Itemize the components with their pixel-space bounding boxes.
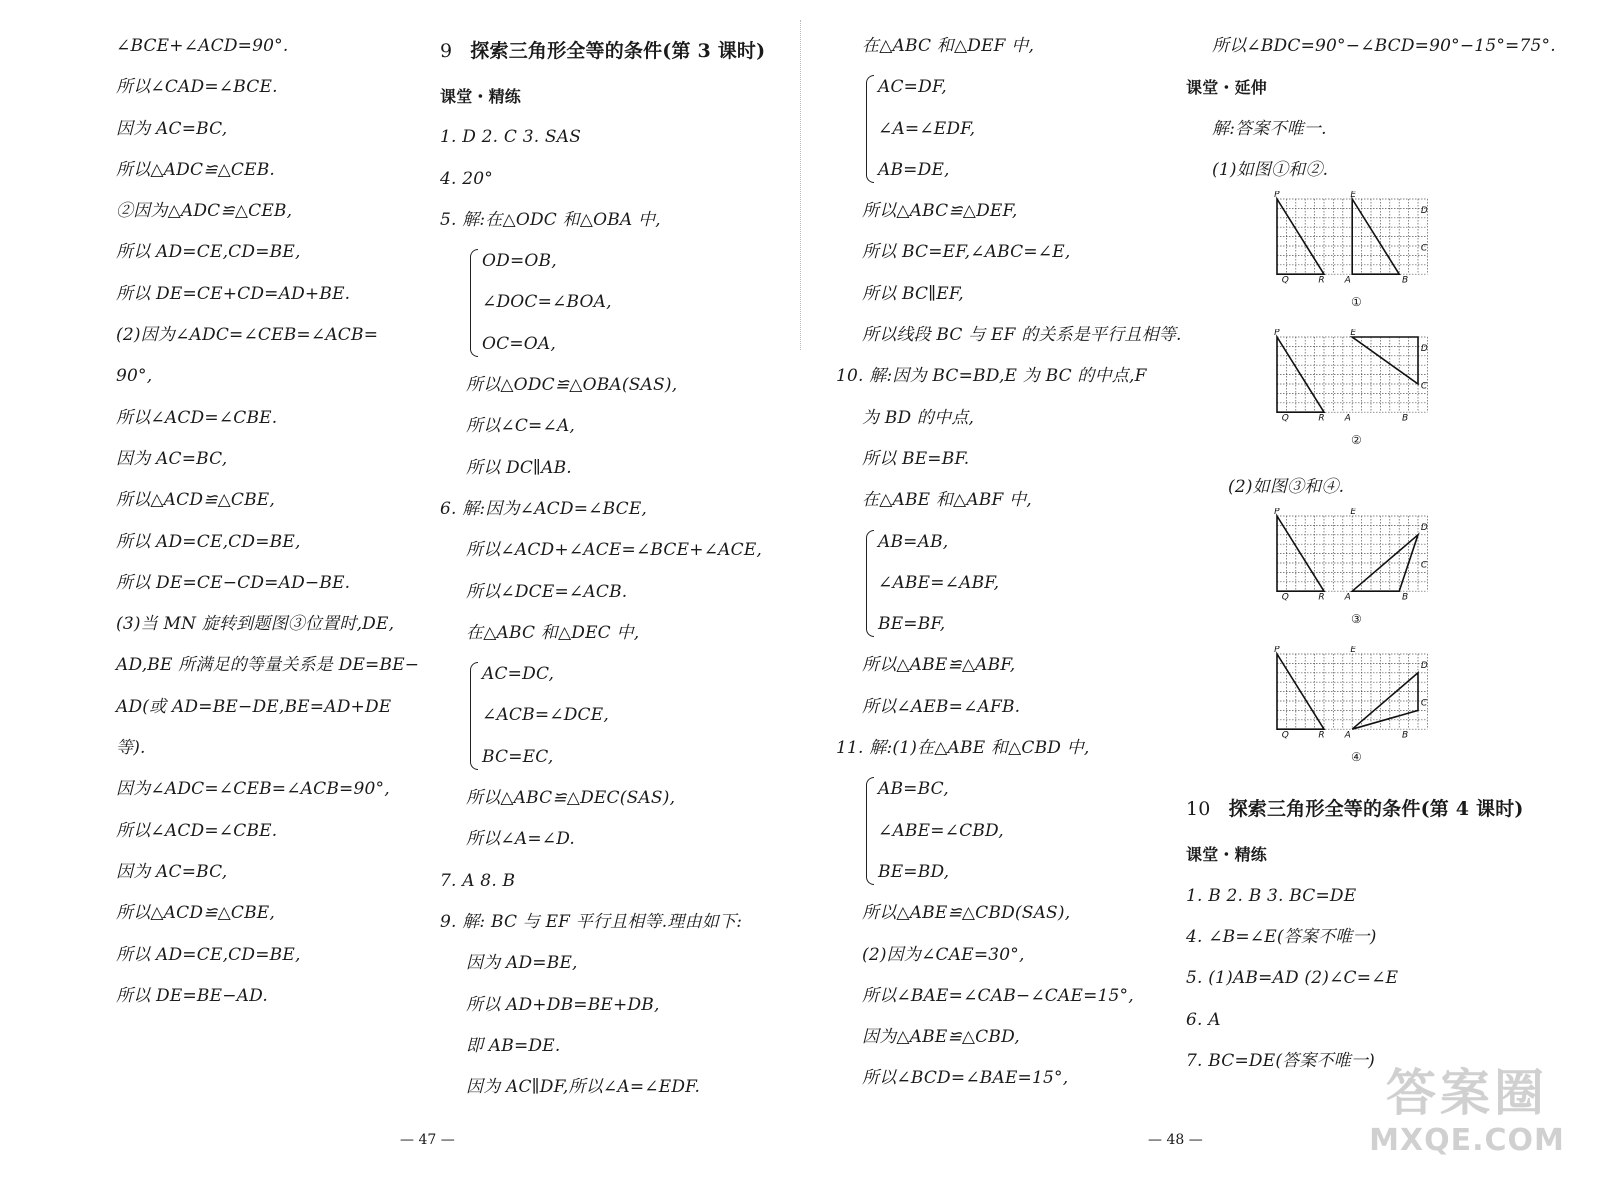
text-line: 为 BD 的中点, [862, 407, 975, 428]
point-label: P [1274, 329, 1280, 339]
text-line: 6. 解:因为∠ACD=∠BCE, [440, 498, 648, 519]
text-line: 所以 BE=BF. [862, 448, 970, 469]
text-line: 即 AB=DE. [466, 1035, 561, 1056]
text-line: ∠ABE=∠ABF, [878, 572, 1000, 593]
text-line: 所以∠A=∠D. [466, 829, 576, 850]
point-label: A [1344, 275, 1352, 286]
text-line: AD(或 AD=BE−DE,BE=AD+DE [116, 696, 392, 717]
page-number-right: — 48 — [1148, 1132, 1203, 1148]
text-line: 9. 解: BC 与 EF 平行且相等.理由如下: [440, 911, 743, 932]
heading-text: 探索三角形全等的条件(第 3 课时) [470, 40, 766, 62]
brace-group [440, 241, 790, 365]
text-line: 所以∠AEB=∠AFB. [862, 696, 1021, 717]
text-line: 所以∠CAD=∠BCE. [116, 77, 278, 98]
point-label: R [1318, 593, 1325, 604]
column-1 [116, 26, 426, 1017]
brace-group [836, 769, 1176, 893]
text-line: (3)当 MN 旋转到题图③位置时,DE, [116, 614, 395, 635]
point-label: C [1420, 561, 1428, 572]
watermark-url: MXQE.COM [1369, 1123, 1565, 1158]
text-line: 等). [116, 738, 146, 759]
text-line: 所以 AD=CE,CD=BE, [116, 242, 301, 263]
figure-caption: ④ [1351, 750, 1362, 765]
text-line: 所以∠ACD=∠CBE. [116, 820, 278, 841]
text-line: ∠A=∠EDF, [878, 118, 976, 139]
text-line: 所以 AD=CE,CD=BE, [116, 944, 301, 965]
text-line: 所以∠C=∠A, [466, 416, 576, 437]
text-line: BE=BF, [878, 614, 946, 635]
text-line: 所以∠ACD+∠ACE=∠BCE+∠ACE, [466, 540, 763, 561]
text-line: BE=BD, [878, 861, 950, 882]
text-line: 所以 BC∥EF, [862, 283, 964, 304]
text-line: 所以 AD+DB=BE+DB, [466, 994, 660, 1015]
heading-number: 9 [440, 40, 453, 62]
point-label: C [1420, 243, 1428, 254]
text-line: 所以△ODC≌△OBA(SAS), [466, 375, 678, 396]
text-line: ∠ABE=∠CBD, [878, 820, 1004, 841]
grid-figure-svg [1271, 646, 1431, 746]
text-line: BC=EC, [482, 746, 554, 767]
text-line: (2)如图③和④. [1228, 477, 1345, 498]
figure-caption: ② [1351, 433, 1362, 448]
point-label: C [1420, 699, 1428, 710]
text-line: 所以 DE=CE+CD=AD+BE. [116, 283, 351, 304]
point-label: B [1402, 413, 1409, 424]
text-line: 所以△ACD≌△CBE, [116, 490, 276, 511]
text-line: 因为 AC∥DF,所以∠A=∠EDF. [466, 1077, 701, 1098]
text-line: 因为△ABE≌△CBD, [862, 1027, 1020, 1048]
brace-group [836, 522, 1176, 646]
grid-figure-4 [1186, 646, 1566, 784]
heading-text: 探索三角形全等的条件(第 4 课时) [1228, 798, 1524, 821]
page-number-left: — 47 — [400, 1132, 455, 1148]
text-line: AD,BE 所满足的等量关系是 DE=BE− [116, 655, 420, 676]
column-2 [440, 26, 790, 1108]
text-line: 所以△ADC≌△CEB. [116, 159, 276, 180]
text-line: 所以∠DCE=∠ACB. [466, 581, 628, 602]
text-line: 在△ABC 和△DEC 中, [466, 622, 640, 643]
text-line: AC=DC, [482, 664, 555, 685]
text-line: 所以∠BAE=∠CAB−∠CAE=15°, [862, 985, 1134, 1006]
grid-figure-2 [1186, 329, 1566, 467]
section-heading-10 [1186, 784, 1566, 834]
point-label: P [1274, 646, 1280, 656]
text-line: (1)如图①和②. [1212, 159, 1329, 180]
text-line: AB=BC, [878, 779, 949, 800]
text-line: 因为∠ADC=∠CEB=∠ACB=90°, [116, 779, 390, 800]
point-label: B [1402, 731, 1409, 742]
text-line: 因为 AC=BC, [116, 861, 228, 882]
watermark-text: 答案圈 [1386, 1064, 1548, 1122]
point-label: A [1344, 593, 1352, 604]
text-line: 在△ABC 和△DEF 中, [862, 36, 1035, 56]
text-line: AB=DE, [878, 159, 950, 180]
triangle-shape [1352, 337, 1418, 384]
figure-caption: ① [1351, 295, 1362, 310]
text-line: 90°, [116, 366, 153, 387]
text-line: 所以 DC∥AB. [466, 457, 572, 478]
section-heading-9 [440, 26, 790, 76]
grid-figure-svg [1271, 191, 1431, 291]
point-label: A [1344, 413, 1352, 424]
point-label: D [1420, 344, 1428, 355]
text-line: ∠ACB=∠DCE, [482, 705, 609, 726]
point-label: D [1420, 206, 1428, 217]
point-label: Q [1281, 275, 1289, 286]
text-line: (2)因为∠ADC=∠CEB=∠ACB= [116, 325, 379, 346]
text-line: ∠DOC=∠BOA, [482, 292, 612, 313]
subsection-label: 课堂・延伸 [1186, 78, 1268, 98]
page-fold-divider [800, 20, 802, 350]
point-label: E [1350, 329, 1357, 339]
text-line: 7. BC=DE(答案不唯一) [1186, 1050, 1375, 1071]
text-line: 1. B 2. B 3. BC=DE [1186, 885, 1357, 906]
point-label: C [1420, 381, 1428, 392]
text-line: ②因为△ADC≌△CEB, [116, 201, 293, 222]
text-line: 因为 AD=BE, [466, 953, 578, 974]
column-3 [836, 26, 1182, 1100]
text-line: 所以△ABC≌△DEF, [862, 201, 1018, 222]
point-label: D [1420, 523, 1428, 534]
figure-caption: ③ [1351, 612, 1362, 627]
point-label: P [1274, 191, 1280, 201]
grid-figure-3 [1186, 508, 1566, 646]
text-line: 1. D 2. C 3. SAS [440, 127, 582, 148]
text-line: OC=OA, [482, 333, 557, 354]
point-label: Q [1281, 731, 1289, 742]
text-line: 所以 AD=CE,CD=BE, [116, 531, 301, 552]
text-line: 6. A [1186, 1009, 1221, 1030]
point-label: R [1318, 413, 1325, 424]
grid-figure-svg [1271, 508, 1431, 608]
text-line: 所以△ABE≌△ABF, [862, 655, 1016, 676]
point-label: B [1402, 275, 1409, 286]
text-line: 5. (1)AB=AD (2)∠C=∠E [1186, 968, 1399, 989]
point-label: P [1274, 508, 1280, 518]
brace-group [440, 654, 790, 778]
point-label: R [1318, 731, 1325, 742]
text-line: 因为 AC=BC, [116, 118, 228, 139]
text-line: 所以∠BCD=∠BAE=15°, [862, 1068, 1069, 1089]
text-line: 所以 DE=CE−CD=AD−BE. [116, 572, 351, 593]
point-label: R [1318, 275, 1325, 286]
text-line: 在△ABE 和△ABF 中, [862, 490, 1032, 511]
column-4 [1186, 26, 1566, 1082]
point-label: E [1350, 191, 1357, 201]
text-line: 所以∠ACD=∠CBE. [116, 407, 278, 428]
point-label: A [1344, 731, 1352, 742]
text-line: 所以△ABC≌△DEC(SAS), [466, 788, 676, 809]
text-line: 所以△ABE≌△CBD(SAS), [862, 903, 1071, 924]
text-line: 4. 20° [440, 168, 493, 189]
text-line: 所以 BC=EF,∠ABC=∠E, [862, 242, 1071, 263]
point-label: E [1350, 646, 1357, 656]
grid-figure-1 [1186, 191, 1566, 329]
text-line: 7. A 8. B [440, 870, 516, 891]
subsection-label: 课堂・精练 [440, 87, 522, 106]
subsection-label: 课堂・精练 [1186, 845, 1268, 865]
text-line: 所以线段 BC 与 EF 的关系是平行且相等. [862, 325, 1182, 346]
text-line: AB=AB, [878, 531, 949, 552]
brace-group [836, 67, 1176, 191]
point-label: E [1350, 508, 1357, 518]
text-line: 10. 解:因为 BC=BD,E 为 BC 的中点,F [836, 366, 1147, 387]
point-label: Q [1281, 413, 1289, 424]
grid-figure-svg [1271, 329, 1431, 429]
text-line: 4. ∠B=∠E(答案不唯一) [1186, 927, 1377, 948]
heading-number: 10 [1186, 798, 1211, 821]
text-line: AC=DF, [878, 77, 947, 98]
point-label: D [1420, 661, 1428, 672]
text-line: 解:答案不唯一. [1212, 118, 1327, 139]
point-label: B [1402, 593, 1409, 604]
text-line: 所以 DE=BE−AD. [116, 985, 268, 1006]
text-line: 因为 AC=BC, [116, 448, 228, 469]
watermark-logo [1352, 1063, 1582, 1173]
text-line: 5. 解:在△ODC 和△OBA 中, [440, 209, 661, 230]
text-line: OD=OB, [482, 251, 557, 272]
text-line: 11. 解:(1)在△ABE 和△CBD 中, [836, 738, 1090, 759]
text-line: (2)因为∠CAE=30°, [862, 944, 1025, 965]
text-line: 所以△ACD≌△CBE, [116, 903, 276, 924]
text-line: 所以∠BDC=90°−∠BCD=90°−15°=75°. [1212, 36, 1556, 56]
point-label: Q [1281, 593, 1289, 604]
text-line: ∠BCE+∠ACD=90°. [116, 36, 289, 56]
